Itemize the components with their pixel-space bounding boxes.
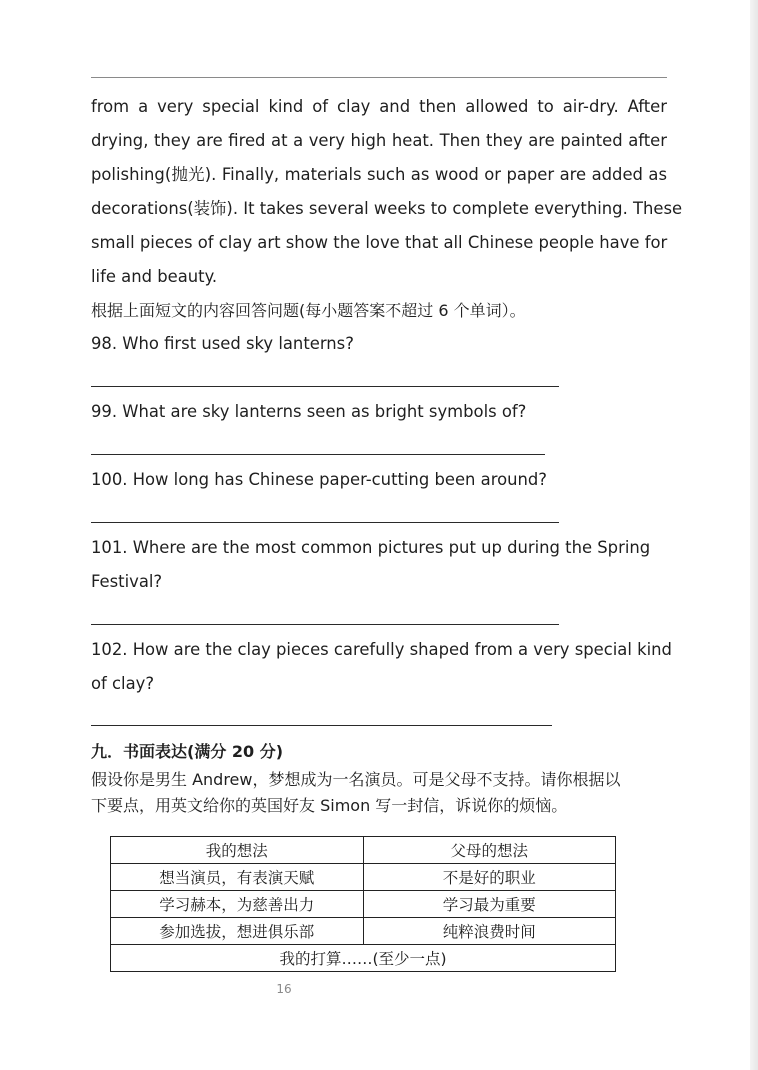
passage-line: decorations(装饰). It takes several weeks to complete everything. These: [91, 199, 683, 218]
question-100: 100. How long has Chinese paper-cutting been around?: [91, 470, 547, 489]
passage-line: polishing(抛光). Finally, materials such as wood or paper are added as: [91, 165, 667, 184]
table-cell: 学习赫本，为慈善出力: [111, 891, 364, 918]
table-footer-row: [111, 945, 616, 972]
prompt-line: 假设你是男生 Andrew，梦想成为一名演员。可是父母不支持。请你根据以: [91, 770, 621, 789]
table-row: [111, 918, 616, 945]
table-cell: 不是好的职业: [363, 864, 616, 891]
ideas-table: [110, 836, 616, 972]
page-number: 16: [276, 982, 292, 996]
answer-line-98[interactable]: [91, 386, 559, 387]
question-102-continued: of clay?: [91, 674, 155, 693]
page-edge-shadow: [750, 0, 758, 1070]
answer-line-102[interactable]: [91, 725, 552, 726]
table-row: [111, 864, 616, 891]
passage-line: small pieces of clay art show the love that all Chinese people have for: [91, 233, 668, 252]
passage-line: life and beauty.: [91, 267, 218, 286]
writing-section-title: 九．书面表达(满分 20 分): [91, 742, 284, 761]
passage-line: drying, they are fired at a very high heat. Then they are painted after: [91, 131, 667, 150]
reading-passage: [91, 90, 683, 294]
answer-line-99[interactable]: [91, 454, 545, 455]
question-102: 102. How are the clay pieces carefully shaped from a very special kind: [91, 640, 672, 659]
answer-instruction: 根据上面短文的内容回答问题(每小题答案不超过 6 个单词）。: [91, 301, 526, 320]
question-99: 99. What are sky lanterns seen as bright symbols of?: [91, 402, 527, 421]
table-header-row: [111, 837, 616, 864]
question-101-continued: Festival?: [91, 572, 163, 591]
question-98: 98. Who first used sky lanterns?: [91, 334, 354, 353]
header-parents-ideas: 父母的想法: [363, 837, 616, 864]
table-cell: 想当演员，有表演天赋: [111, 864, 364, 891]
question-101: 101. Where are the most common pictures put up during the Spring: [91, 538, 651, 557]
table-footer-plan: 我的打算……(至少一点): [111, 945, 616, 972]
writing-prompt: [91, 767, 621, 819]
table-row: [111, 891, 616, 918]
table-cell: 学习最为重要: [363, 891, 616, 918]
header-rule: [91, 77, 667, 78]
table-cell: 纯粹浪费时间: [363, 918, 616, 945]
passage-line: from a very special kind of clay and then allowed to air-dry. After: [91, 97, 667, 116]
answer-line-101[interactable]: [91, 624, 559, 625]
answer-line-100[interactable]: [91, 522, 559, 523]
header-my-ideas: 我的想法: [111, 837, 364, 864]
table-cell: 参加选拔，想进俱乐部: [111, 918, 364, 945]
prompt-line: 下要点，用英文给你的英国好友 Simon 写一封信，诉说你的烦恼。: [91, 796, 568, 815]
